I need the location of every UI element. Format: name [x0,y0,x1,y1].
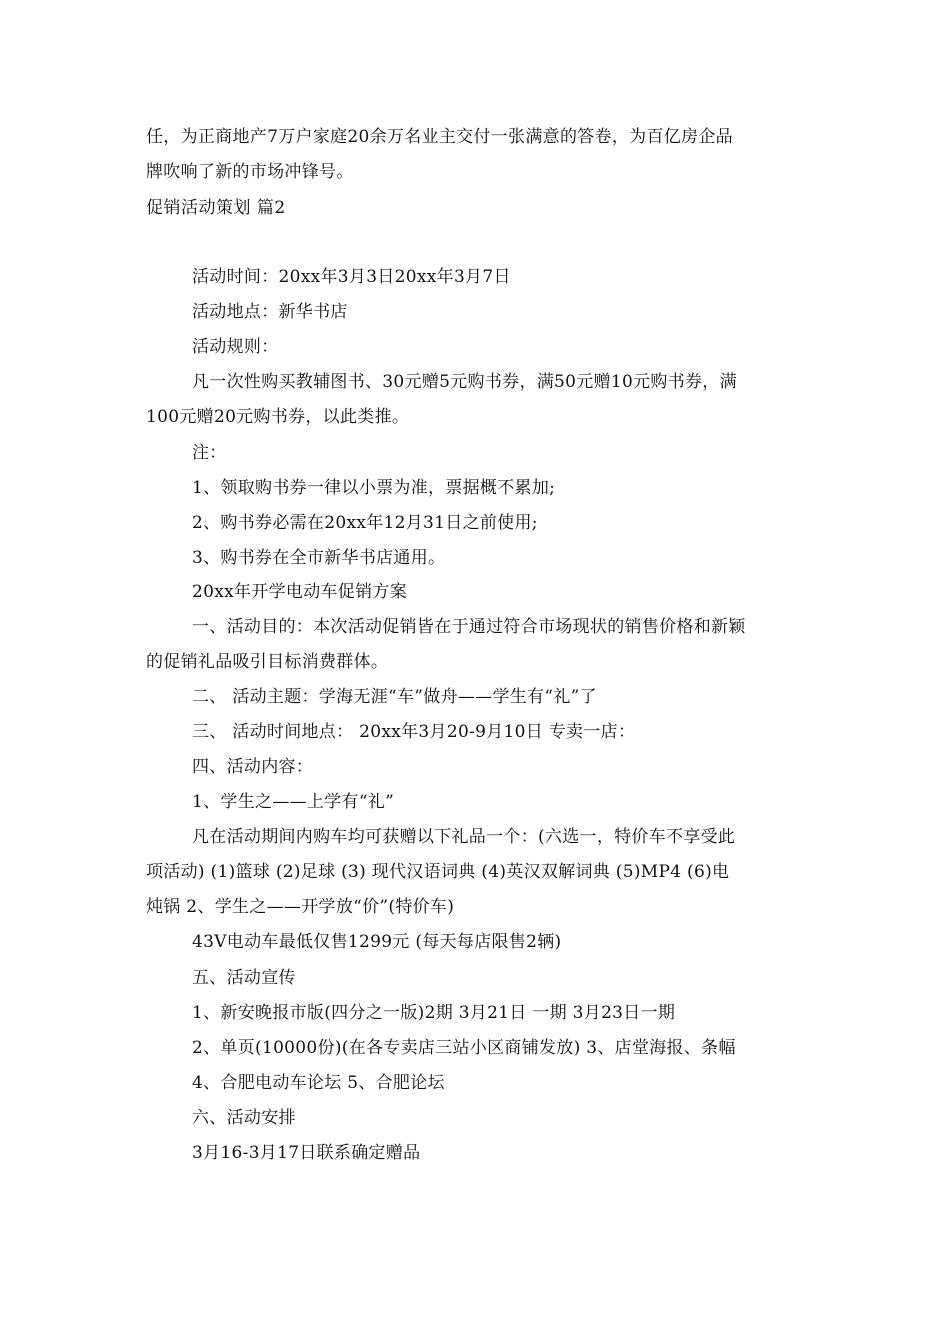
gift-line-1: 凡在活动期间内购车均可获赠以下礼品一个：(六选一，特价车不享受此 [192,827,736,847]
note-1: 1、领取购书券一律以小票为准，票据概不累加; [192,478,556,498]
price-line: 43V电动车最低仅售1299元 (每天每店限售2辆) [192,932,562,952]
promo-label: 五、活动宣传 [192,968,296,988]
section-title: 促销活动策划 篇2 [146,198,286,218]
content-label: 四、活动内容： [192,757,314,777]
intro-line-1: 任，为正商地产7万户家庭20余万名业主交付一张满意的答卷，为百亿房企品 [146,127,733,147]
promo-item-3: 4、合肥电动车论坛 5、合肥论坛 [192,1073,445,1093]
activity-rules-label: 活动规则： [192,337,279,357]
activity-time: 活动时间：20xx年3月3日20xx年3月7日 [192,267,511,287]
activity-place: 活动地点：新华书店 [192,302,348,322]
promo-item-1: 1、新安晚报市版(四分之一版)2期 3月21日 一期 3月23日一期 [192,1003,676,1023]
plan-title: 20xx年开学电动车促销方案 [192,582,408,602]
note-2: 2、购书券必需在20xx年12月31日之前使用; [192,513,538,533]
purpose-line-1: 一、活动目的：本次活动促销皆在于通过符合市场现状的销售价格和新颖 [192,617,746,637]
rules-line-2: 100元赠20元购书券，以此类推。 [146,407,410,427]
promo-item-2: 2、单页(10000份)(在各专卖店三站小区商铺发放) 3、店堂海报、条幅 [192,1038,736,1058]
content-item-1: 1、学生之——上学有“礼” [192,792,395,812]
intro-line-2: 牌吹响了新的市场冲锋号。 [146,162,354,182]
schedule-label: 六、活动安排 [192,1108,296,1128]
gift-line-3: 炖锅 2、学生之——开学放“价”(特价车) [146,897,455,917]
theme-line: 二、 活动主题：学海无涯“车”做舟——学生有“礼”了 [192,687,597,707]
note-3: 3、购书券在全市新华书店通用。 [192,548,446,568]
purpose-line-2: 的促销礼品吸引目标消费群体。 [146,652,389,672]
rules-line-1: 凡一次性购买教辅图书、30元赠5元购书券，满50元赠10元购书券，满 [192,372,737,392]
schedule-item-1: 3月16-3月17日联系确定赠品 [192,1143,421,1163]
time-place-line: 三、 活动时间地点： 20xx年3月20-9月10日 专卖一店： [192,722,636,742]
note-label: 注： [192,443,227,463]
gift-line-2: 项活动) (1)篮球 (2)足球 (3) 现代汉语词典 (4)英汉双解词典 (5)MP4 (6)电 [146,862,730,882]
